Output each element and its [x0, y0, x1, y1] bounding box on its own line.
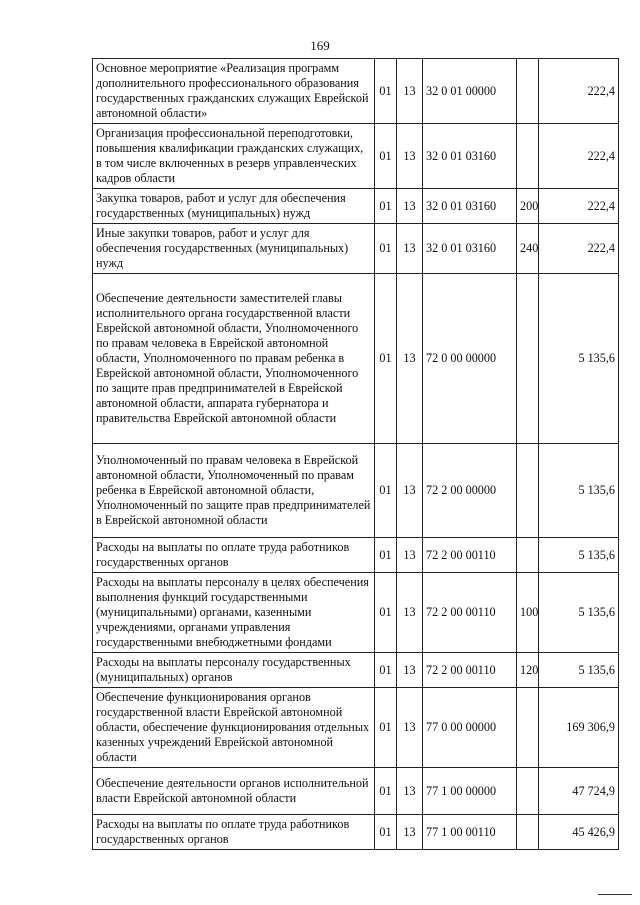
- expense-name-cell: Обеспечение деятельности органов исполнительной власти Еврейской автономной области: [93, 768, 375, 815]
- subsection-code-cell: 13: [397, 124, 423, 189]
- expense-type-code-cell: [517, 444, 539, 538]
- table-row: [93, 573, 619, 653]
- subsection-code-cell: 13: [397, 653, 423, 688]
- budget-table: [92, 58, 619, 850]
- subsection-code-cell: 13: [397, 59, 423, 124]
- subsection-code-cell: 13: [397, 573, 423, 653]
- subsection-code-cell: 13: [397, 768, 423, 815]
- target-item-code-cell: 32 0 01 00000: [423, 59, 517, 124]
- subsection-code-cell: 13: [397, 688, 423, 768]
- expense-name-cell: Расходы на выплаты персоналу государственных (муниципальных) органов: [93, 653, 375, 688]
- expense-type-code-cell: [517, 274, 539, 444]
- amount-cell: 45 426,9: [539, 815, 619, 850]
- section-code-cell: 01: [375, 274, 397, 444]
- table-row: [93, 538, 619, 573]
- table-row: [93, 688, 619, 768]
- expense-name-cell: Закупка товаров, работ и услуг для обеспечения государственных (муниципальных) нужд: [93, 189, 375, 224]
- target-item-code-cell: 72 2 00 00000: [423, 444, 517, 538]
- expense-type-code-cell: [517, 59, 539, 124]
- section-code-cell: 01: [375, 124, 397, 189]
- table-row: [93, 815, 619, 850]
- amount-cell: 5 135,6: [539, 274, 619, 444]
- section-code-cell: 01: [375, 688, 397, 768]
- table-row: [93, 124, 619, 189]
- target-item-code-cell: 72 0 00 00000: [423, 274, 517, 444]
- table-row: [93, 444, 619, 538]
- table-row: [93, 768, 619, 815]
- section-code-cell: 01: [375, 189, 397, 224]
- target-item-code-cell: 77 1 00 00000: [423, 768, 517, 815]
- amount-cell: 5 135,6: [539, 653, 619, 688]
- expense-type-code-cell: [517, 688, 539, 768]
- section-code-cell: 01: [375, 444, 397, 538]
- subsection-code-cell: 13: [397, 224, 423, 274]
- subsection-code-cell: 13: [397, 444, 423, 538]
- expense-type-code-cell: 100: [517, 573, 539, 653]
- target-item-code-cell: 77 0 00 00000: [423, 688, 517, 768]
- amount-cell: 5 135,6: [539, 538, 619, 573]
- section-code-cell: 01: [375, 538, 397, 573]
- amount-cell: 222,4: [539, 59, 619, 124]
- subsection-code-cell: 13: [397, 815, 423, 850]
- expense-name-cell: Уполномоченный по правам человека в Еврейской автономной области, Уполномоченный по правам ребенка в Еврейской автономной области, Уполномоченный по защите прав предпринимателей в Еврейской автономной области: [93, 444, 375, 538]
- page-number: 169: [310, 38, 330, 53]
- expense-type-code-cell: 200: [517, 189, 539, 224]
- expense-type-code-cell: 120: [517, 653, 539, 688]
- table-row: [93, 224, 619, 274]
- table-row: [93, 274, 619, 444]
- section-code-cell: 01: [375, 573, 397, 653]
- expense-name-cell: Организация профессиональной переподготовки, повышения квалификации гражданских служащих, в том числе включенных в резерв управленческих кадров области: [93, 124, 375, 189]
- target-item-code-cell: 32 0 01 03160: [423, 189, 517, 224]
- target-item-code-cell: 77 1 00 00110: [423, 815, 517, 850]
- expense-name-cell: Обеспечение деятельности заместителей главы исполнительного органа государственной власти Еврейской автономной области, Уполномоченного по правам человека в Еврейской автономной области, Уполномоченного по правам ребенка в Еврейской автономной области, Уполномоченного по защите прав предпринимателей в Еврейской автономной области, аппарата губернатора и правительства Еврейской автономной области: [93, 274, 375, 444]
- section-code-cell: 01: [375, 653, 397, 688]
- section-code-cell: 01: [375, 59, 397, 124]
- subsection-code-cell: 13: [397, 538, 423, 573]
- expense-type-code-cell: 240: [517, 224, 539, 274]
- expense-name-cell: Основное мероприятие «Реализация программ дополнительного профессионального образования государственных гражданских служащих Еврейской автономной области»: [93, 59, 375, 124]
- expense-type-code-cell: [517, 815, 539, 850]
- amount-cell: 5 135,6: [539, 444, 619, 538]
- expense-name-cell: Расходы на выплаты по оплате труда работников государственных органов: [93, 538, 375, 573]
- table-row: [93, 653, 619, 688]
- table-row: [93, 189, 619, 224]
- target-item-code-cell: 72 2 00 00110: [423, 573, 517, 653]
- target-item-code-cell: 72 2 00 00110: [423, 538, 517, 573]
- subsection-code-cell: 13: [397, 274, 423, 444]
- target-item-code-cell: 32 0 01 03160: [423, 124, 517, 189]
- expense-name-cell: Обеспечение функционирования органов государственной власти Еврейской автономной области, обеспечение функционирования отдельных казенных учреждений Еврейской автономной области: [93, 688, 375, 768]
- expense-name-cell: Иные закупки товаров, работ и услуг для обеспечения государственных (муниципальных) нужд: [93, 224, 375, 274]
- amount-cell: 222,4: [539, 124, 619, 189]
- amount-cell: 222,4: [539, 189, 619, 224]
- expense-type-code-cell: [517, 768, 539, 815]
- target-item-code-cell: 72 2 00 00110: [423, 653, 517, 688]
- amount-cell: 222,4: [539, 224, 619, 274]
- section-code-cell: 01: [375, 768, 397, 815]
- expense-name-cell: Расходы на выплаты по оплате труда работников государственных органов: [93, 815, 375, 850]
- footer-mark-line: [598, 894, 632, 895]
- amount-cell: 47 724,9: [539, 768, 619, 815]
- expense-type-code-cell: [517, 124, 539, 189]
- target-item-code-cell: 32 0 01 03160: [423, 224, 517, 274]
- amount-cell: 5 135,6: [539, 573, 619, 653]
- expense-type-code-cell: [517, 538, 539, 573]
- subsection-code-cell: 13: [397, 189, 423, 224]
- section-code-cell: 01: [375, 224, 397, 274]
- expense-name-cell: Расходы на выплаты персоналу в целях обеспечения выполнения функций государственными (муниципальными) органами, казенными учреждениями, органами управления государственными внебюджетными фондами: [93, 573, 375, 653]
- section-code-cell: 01: [375, 815, 397, 850]
- budget-table-body: [93, 59, 619, 850]
- table-row: [93, 59, 619, 124]
- amount-cell: 169 306,9: [539, 688, 619, 768]
